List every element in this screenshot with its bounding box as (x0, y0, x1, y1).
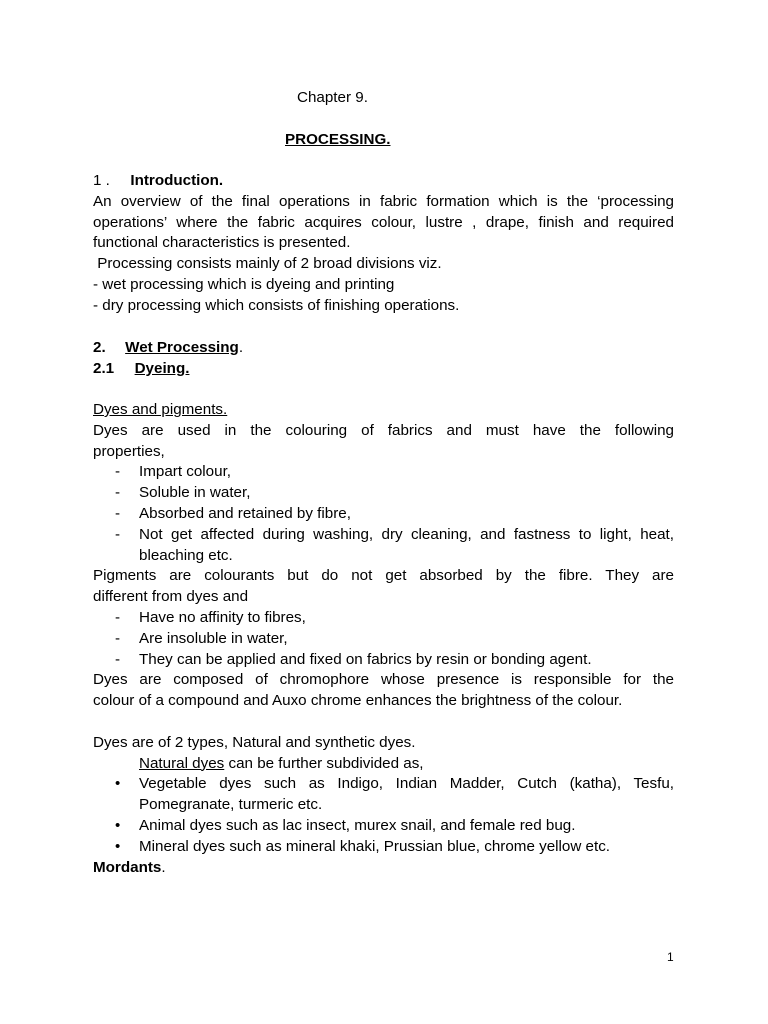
list-item (93, 629, 674, 650)
list-item (93, 525, 674, 567)
property-text: Impart colour, (139, 463, 232, 481)
page-title: PROCESSING. (285, 131, 391, 148)
division-item: - dry processing which consists of finishing operations. (93, 296, 460, 314)
natural-dyes-suffix: can be further subdivided as, (224, 754, 424, 772)
bullet-text: Pomegranate, turmeric etc. (139, 796, 323, 814)
dash-marker: - (115, 504, 121, 522)
heading-suffix: . (238, 339, 244, 356)
intro-line: operations’ where the fabric acquires colour, lustre , drape, finish and required (93, 213, 674, 231)
dyes-and-pigments (93, 400, 674, 878)
property-text: Not get affected during washing, dry cleaning, and fastness to light, heat, (139, 525, 674, 543)
natural-dyes-label: Natural dyes (139, 754, 225, 772)
bullet-text: Vegetable dyes such as Indigo, Indian Madder, Cutch (katha), Tesfu, (139, 775, 674, 793)
pigment-property-text: They can be applied and fixed on fabrics by resin or bonding agent. (139, 650, 592, 668)
section-wet-processing (93, 338, 674, 380)
property-text: bleaching etc. (139, 546, 233, 564)
list-item (93, 816, 674, 837)
division-item: - wet processing which is dyeing and printing (93, 275, 395, 293)
subsection-number: 2.1 (93, 359, 115, 377)
property-text: Soluble in water, (139, 484, 251, 502)
mordants-suffix: . (161, 858, 166, 876)
bullet-marker: • (115, 775, 121, 793)
dash-marker: - (115, 629, 121, 647)
dash-marker: - (115, 484, 121, 502)
list-item (93, 774, 674, 816)
chapter-label: Chapter 9. (297, 89, 368, 106)
list-item (93, 483, 674, 504)
mordants-heading: Mordants (93, 858, 162, 876)
bullet-marker: • (115, 816, 121, 834)
dash-marker: - (115, 463, 121, 481)
dye-types-line: Dyes are of 2 types, Natural and synthetic dyes. (93, 733, 416, 751)
section-number: 1 . (93, 172, 110, 189)
section-introduction (93, 171, 674, 317)
subsection-heading: Dyeing. (134, 359, 190, 377)
intro-line: An overview of the final operations in fabric formation which is the ‘processing (93, 192, 674, 210)
dash-marker: - (115, 525, 121, 543)
natural-dyes-line (93, 754, 674, 775)
dash-marker: - (115, 650, 121, 668)
pigments-line: Pigments are colourants but do not get absorbed by the fibre. They are (93, 567, 674, 585)
dyes-intro-line: Dyes are used in the colouring of fabrics and must have the following (93, 421, 674, 439)
property-text: Absorbed and retained by fibre, (139, 504, 351, 522)
bullet-marker: • (115, 837, 121, 855)
section-number: 2. (93, 339, 106, 356)
section-heading: Wet Processing (125, 339, 239, 356)
page-number: 1 (667, 950, 674, 964)
dash-marker: - (115, 608, 121, 626)
pigment-property-text: Are insoluble in water, (139, 629, 288, 647)
pigments-line: different from dyes and (93, 588, 249, 606)
bullet-text: Mineral dyes such as mineral khaki, Prussian blue, chrome yellow etc. (139, 837, 611, 855)
pigment-property-text: Have no affinity to fibres, (139, 608, 306, 626)
intro-line: functional characteristics is presented. (93, 234, 351, 252)
list-item (93, 504, 674, 525)
section-heading: Introduction. (130, 172, 224, 189)
dyes-intro-line: properties, (93, 442, 165, 460)
dyes-heading: Dyes and pigments. (93, 401, 228, 418)
list-item (93, 837, 674, 858)
bullet-text: Animal dyes such as lac insect, murex snail, and female red bug. (139, 816, 576, 834)
list-item (93, 650, 674, 671)
divisions-intro: Processing consists mainly of 2 broad divisions viz. (93, 255, 442, 273)
list-item (93, 462, 674, 483)
list-item (93, 608, 674, 629)
chromophore-line: Dyes are composed of chromophore whose presence is responsible for the (93, 671, 674, 689)
chromophore-line: colour of a compound and Auxo chrome enhances the brightness of the colour. (93, 692, 623, 710)
